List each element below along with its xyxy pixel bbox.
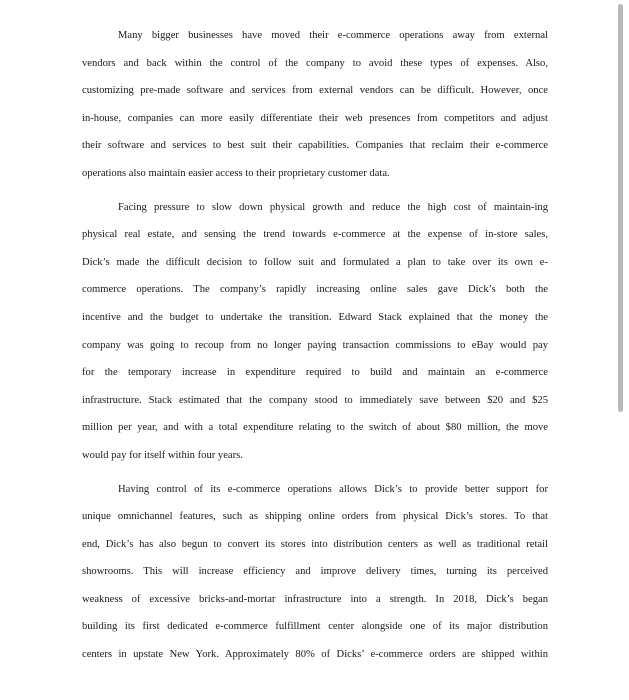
paragraph-line: their software and services to best suit their capabilities. Companies that reclaim their e-commerce xyxy=(82,140,548,152)
paragraph-line: Many bigger businesses have moved their e-commerce operations away from external xyxy=(118,30,548,41)
paragraph-line: incentive and the budget to undertake the transition. Edward Stack explained that the money the xyxy=(82,311,548,323)
paragraph-line: centers in upstate New York. Approximately 80% of Dicks’ e-commerce orders are shipped within xyxy=(82,649,548,661)
paragraph-line: company was going to recoup from no longer paying transaction commissions to eBay would pay xyxy=(82,339,548,351)
paragraph-line: vendors and back within the control of the company to avoid these types of expenses. Also, xyxy=(82,57,548,69)
paragraph-line: physical real estate, and sensing the trend towards e-commerce at the expense of in-store sales, xyxy=(82,229,548,241)
paragraph-line: weakness of excessive bricks-and-mortar infrastructure into a strength. In 2018, Dick’s began xyxy=(82,593,548,605)
paragraph-line: building its first dedicated e-commerce fulfillment center alongside one of its major distribution xyxy=(82,621,548,633)
paragraph-line: million per year, and with a total expenditure relating to the switch of about $80 million, the move xyxy=(82,422,548,434)
paragraph-line: commerce operations. The company’s rapidly increasing online sales gave Dick’s both the xyxy=(82,284,548,296)
paragraph-line: end, Dick’s has also begun to convert its stores into distribution centers as well as traditional retail xyxy=(82,538,548,550)
paragraph-line: Having control of its e-commerce operations allows Dick’s to provide better support for xyxy=(118,483,548,495)
paragraph-line: showrooms. This will increase efficiency and improve delivery times, turning its perceived xyxy=(82,566,548,578)
paragraph-line: for the temporary increase in expenditure required to build and maintain an e-commerce xyxy=(82,367,548,379)
paragraph-line: in-house, companies can more easily differentiate their web presences from competitors and adjust xyxy=(82,112,548,124)
paragraph-line: operations also maintain easier access to their proprietary customer data. xyxy=(82,167,390,179)
paragraph-line: would pay for itself within four years. xyxy=(82,449,243,461)
paragraph-line: Dick’s made the difficult decision to follow suit and formulated a plan to take over its own e- xyxy=(82,256,548,268)
paragraph-2 xyxy=(82,194,548,470)
paragraph-1 xyxy=(82,22,548,188)
paragraph-3 xyxy=(82,476,548,669)
paragraph-line: customizing pre-made software and services from external vendors can be difficult. However, once xyxy=(82,85,548,97)
scrollbar-thumb[interactable] xyxy=(618,4,623,412)
document-body xyxy=(82,22,548,669)
paragraph-line: Facing pressure to slow down physical growth and reduce the high cost of maintain-ing xyxy=(118,201,548,213)
vertical-scrollbar[interactable] xyxy=(612,0,629,700)
paragraph-line: infrastructure. Stack estimated that the company stood to immediately save between $20 and $25 xyxy=(82,394,548,406)
paragraph-line: unique omnichannel features, such as shipping online orders from physical Dick’s stores. To that xyxy=(82,511,548,523)
